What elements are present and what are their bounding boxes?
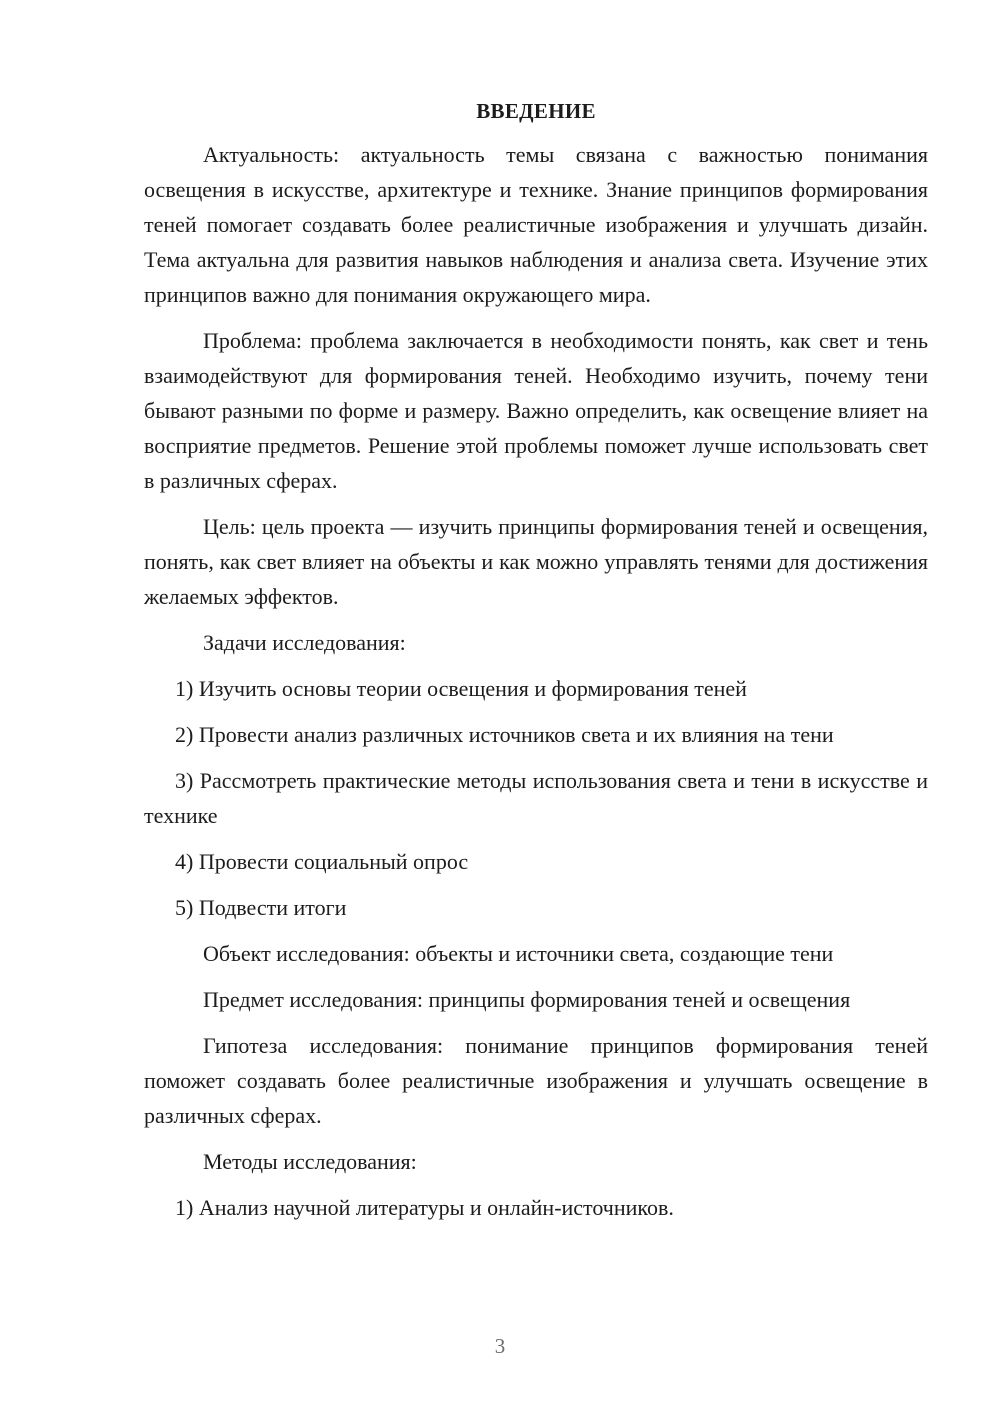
task-item: 3) Рассмотреть практические методы использования света и тени в искусстве и технике [144, 768, 928, 828]
method-item: 1) Анализ научной литературы и онлайн-источников. [175, 1195, 674, 1220]
methods-heading: Методы исследования: [203, 1149, 417, 1174]
hypothesis-paragraph: Гипотеза исследования: понимание принципов формирования теней поможет создавать более реалистичные изображения и улучшать освещение в различных сферах. [144, 1033, 928, 1128]
problem-paragraph: Проблема: проблема заключается в необходимости понять, как свет и тень взаимодействуют для формирования теней. Необходимо изучить, почему тени бывают разными по форме и размеру. Важно определить, как освещение влияет на восприятие предметов. Решение этой проблемы поможет лучше использовать свет в различных сферах. [144, 328, 928, 493]
page-content [144, 96, 928, 1236]
tasks-heading: Задачи исследования: [203, 630, 406, 655]
task-item: 1) Изучить основы теории освещения и формирования теней [175, 676, 747, 701]
relevance-paragraph: Актуальность: актуальность темы связана с важностью понимания освещения в искусстве, архитектуре и технике. Знание принципов формирования теней помогает создавать более реалистичные изображения и улучшать дизайн. Тема актуальна для развития навыков наблюдения и анализа света. Изучение этих принципов важно для понимания окружающего мира. [144, 142, 928, 307]
task-item: 5) Подвести итоги [175, 895, 347, 920]
task-item: 2) Провести анализ различных источников света и их влияния на тени [175, 722, 834, 747]
goal-paragraph: Цель: цель проекта — изучить принципы формирования теней и освещения, понять, как свет влияет на объекты и как можно управлять тенями для достижения желаемых эффектов. [144, 514, 928, 609]
page-title: ВВЕДЕНИЕ [476, 99, 596, 123]
subject-paragraph: Предмет исследования: принципы формирования теней и освещения [203, 987, 851, 1012]
object-paragraph: Объект исследования: объекты и источники света, создающие тени [203, 941, 834, 966]
task-item: 4) Провести социальный опрос [175, 849, 469, 874]
page-number: 3 [494, 1334, 506, 1358]
